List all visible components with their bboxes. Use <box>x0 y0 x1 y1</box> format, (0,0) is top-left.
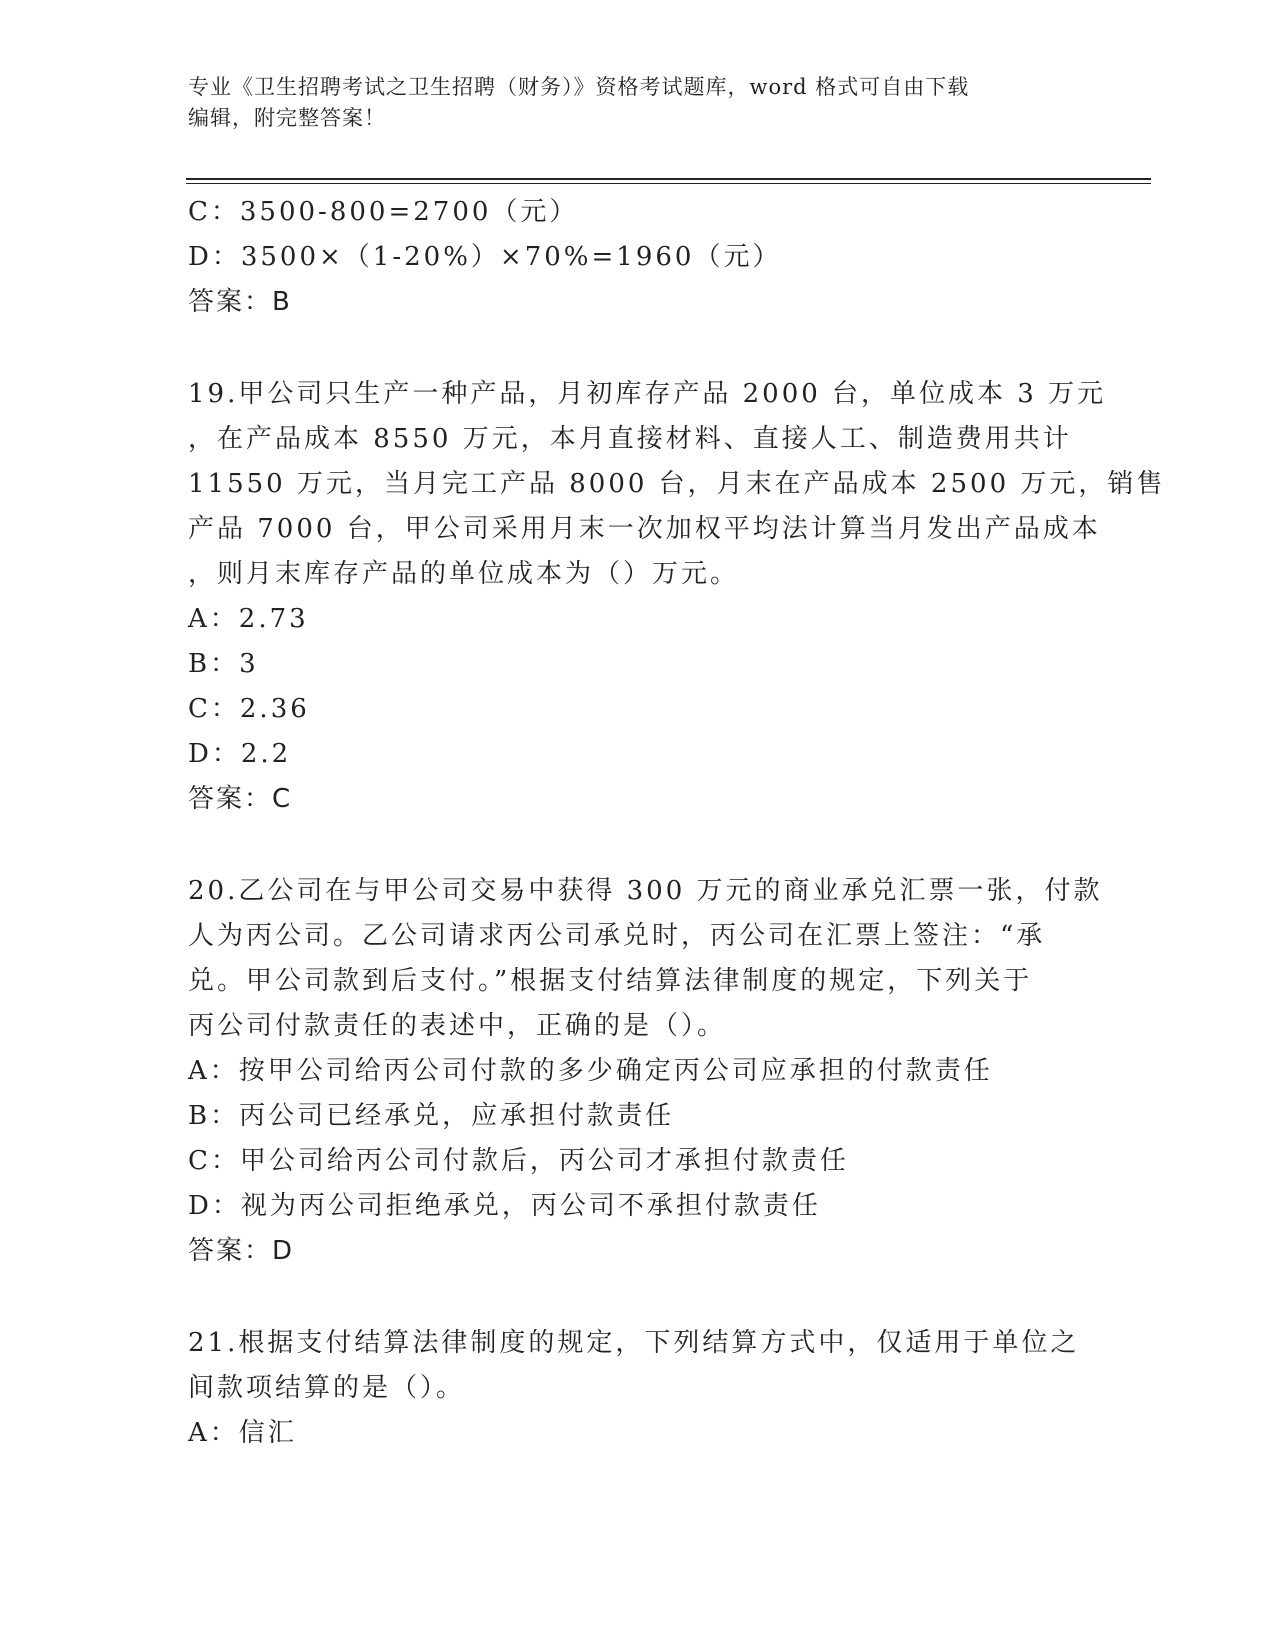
question-text-line: ，在产品成本 8550 万元，本月直接材料、直接人工、制造费用共计 <box>188 424 1072 454</box>
option-c: C：3500-800=2700（元） <box>188 197 579 227</box>
header-line-1: 专业《卫生招聘考试之卫生招聘（财务）》资格考试题库，word 格式可自由下载 <box>188 75 970 99</box>
header-rule-thin <box>186 183 1151 184</box>
question-21 <box>188 1321 1118 1456</box>
option-b: B：3 <box>188 649 259 679</box>
option-a: A：按甲公司给丙公司付款的多少确定丙公司应承担的付款责任 <box>188 1056 993 1086</box>
question-text-line: 19.甲公司只生产一种产品，月初库存产品 2000 台，单位成本 3 万元 <box>188 379 1107 409</box>
option-c: C：甲公司给丙公司付款后，丙公司才承担付款责任 <box>188 1146 849 1176</box>
header-rule-thick <box>186 178 1151 180</box>
header-line-2: 编辑，附完整答案！ <box>188 106 386 130</box>
question-text-line: 11550 万元，当月完工产品 8000 台，月末在产品成本 2500 万元，销售 <box>188 469 1166 499</box>
question-text-line: 21.根据支付结算法律制度的规定，下列结算方式中，仅适用于单位之 <box>188 1328 1080 1358</box>
option-d: D：3500×（1-20%）×70%=1960（元） <box>188 242 782 272</box>
option-c: C：2.36 <box>188 694 310 724</box>
option-a: A：2.73 <box>188 604 309 634</box>
answer-line: 答案：D <box>188 1236 295 1266</box>
answer-line: 答案：C <box>188 784 293 814</box>
question-text-line: 丙公司付款责任的表述中，正确的是（）。 <box>188 1011 727 1041</box>
option-a: A：信汇 <box>188 1418 297 1448</box>
question-text-line: 产品 7000 台，甲公司采用月末一次加权平均法计算当月发出产品成本 <box>188 514 1101 544</box>
option-d: D：视为丙公司拒绝承兑，丙公司不承担付款责任 <box>188 1191 821 1221</box>
question-19 <box>188 372 1166 822</box>
question-text-line: ，则月末库存产品的单位成本为（）万元。 <box>188 559 740 589</box>
question-text-line: 20.乙公司在与甲公司交易中获得 300 万元的商业承兑汇票一张，付款 <box>188 876 1103 906</box>
question-20 <box>188 869 1118 1274</box>
document-body <box>188 190 1166 1456</box>
option-d: D：2.2 <box>188 739 292 769</box>
question-text-line: 兑。甲公司款到后支付。”根据支付结算法律制度的规定，下列关于 <box>188 966 1033 996</box>
option-b: B：丙公司已经承兑，应承担付款责任 <box>188 1101 675 1131</box>
answer-line: 答案：B <box>188 287 292 317</box>
question-text-line: 人为丙公司。乙公司请求丙公司承兑时，丙公司在汇票上签注：“承 <box>188 921 1046 951</box>
document-header <box>188 72 1068 134</box>
question-text-line: 间款项结算的是（）。 <box>188 1373 466 1403</box>
